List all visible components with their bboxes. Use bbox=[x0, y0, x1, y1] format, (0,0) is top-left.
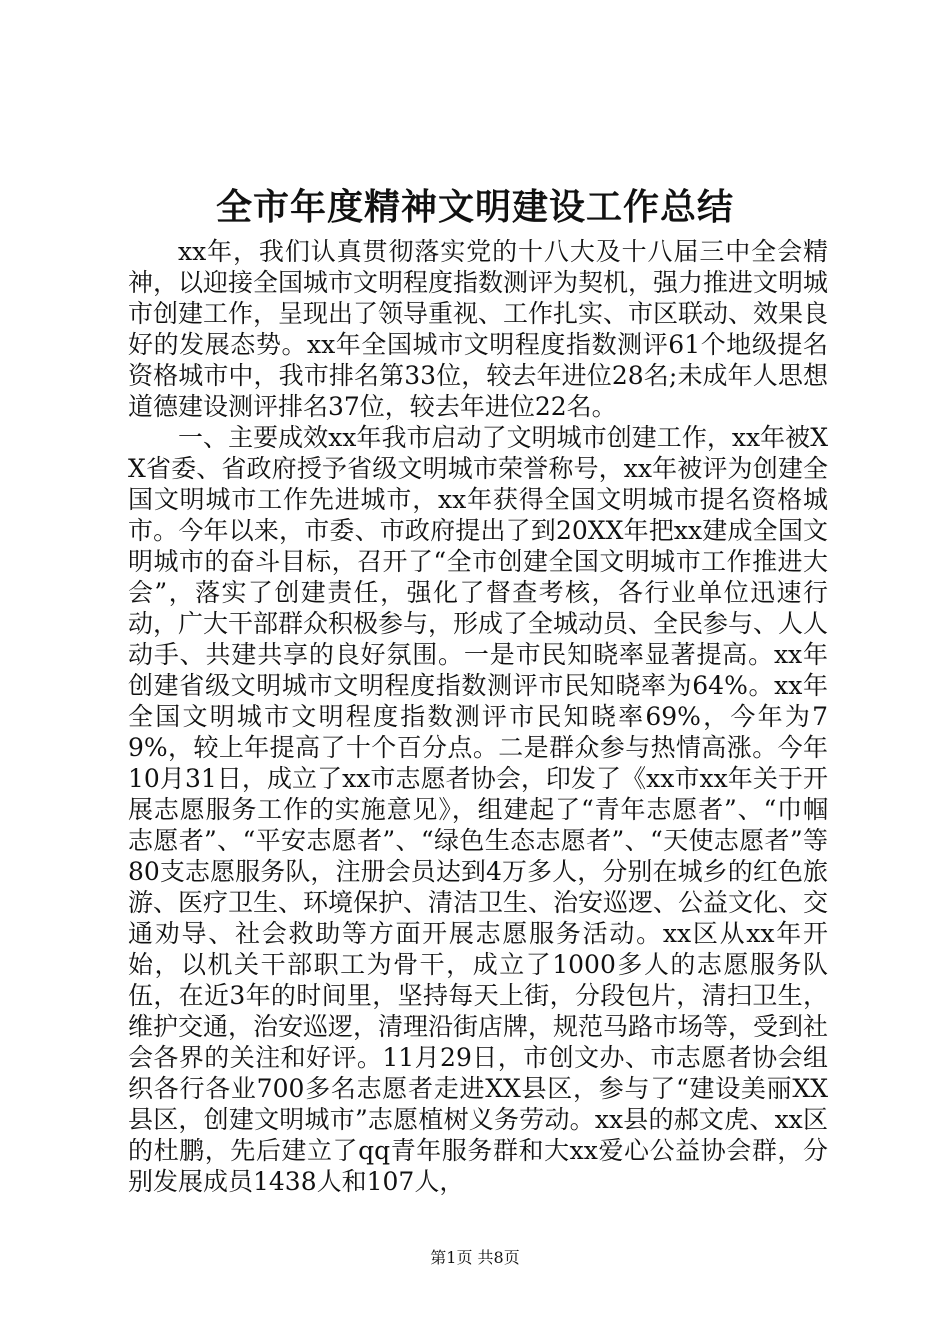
paragraph-main-results: 一、主要成效xx年我市启动了文明城市创建工作，xx年被XX省委、省政府授予省级文明城市荣誉称号，xx年被评为创建全国文明城市工作先进城市，xx年获得全国文明城市提名资格城市。今年以来，市委、市政府提出了到20XX年把xx建成全国文明城市的奋斗目标，召开了“全市创建全国文明城市工作推进大会”，落实了创建责任，强化了督查考核，各行业单位迅速行动，广大干部群众积极参与，形成了全城动员、全民参与、人人动手、共建共享的良好氛围。一是市民知晓率显著提高。xx年创建省级文明城市文明程度指数测评市民知晓率为64%。xx年全国文明城市文明程度指数测评市民知晓率69%，今年为79%，较上年提高了十个百分点。二是群众参与热情高涨。今年10月31日，成立了xx市志愿者协会，印发了《xx市xx年关于开展志愿服务工作的实施意见》，组建起了“青年志愿者”、“巾帼志愿者”、“平安志愿者”、“绿色生态志愿者”、“天使志愿者”等80支志愿服务队，注册会员达到4万多人，分别在城乡的红色旅游、医疗卫生、环境保护、清洁卫生、治安巡逻、公益文化、交通劝导、社会救助等方面开展志愿服务活动。xx区从xx年开始，以机关干部职工为骨干，成立了1000多人的志愿服务队伍，在近3年的时间里，坚持每天上街，分段包片，清扫卫生，维护交通，治安巡逻，清理沿街店牌，规范马路市场等，受到社会各界的关注和好评。11月29日，市创文办、市志愿者协会组织各行各业700多名志愿者走进XX县区，参与了“建设美丽XX县区，创建文明城市”志愿植树义务劳动。xx县的郝文虎、xx区的杜鹏，先后建立了qq青年服务群和大xx爱心公益协会群，分别发展成员1438人和107人， bbox=[128, 423, 829, 1196]
page-footer: 第1页 共8页 bbox=[430, 1248, 520, 1267]
document-body bbox=[128, 236, 828, 1197]
paragraph-intro: xx年，我们认真贯彻落实党的十八大及十八届三中全会精神，以迎接全国城市文明程度指数测评为契机，强力推进文明城市创建工作，呈现出了领导重视、工作扎实、市区联动、效果良好的发展态势。xx年全国城市文明程度指数测评61个地级提名资格城市中，我市排名第33位，较去年进位28名;未成年人思想道德建设测评排名37位，较去年进位22名。 bbox=[128, 237, 829, 421]
document-title: 全市年度精神文明建设工作总结 bbox=[215, 186, 734, 228]
